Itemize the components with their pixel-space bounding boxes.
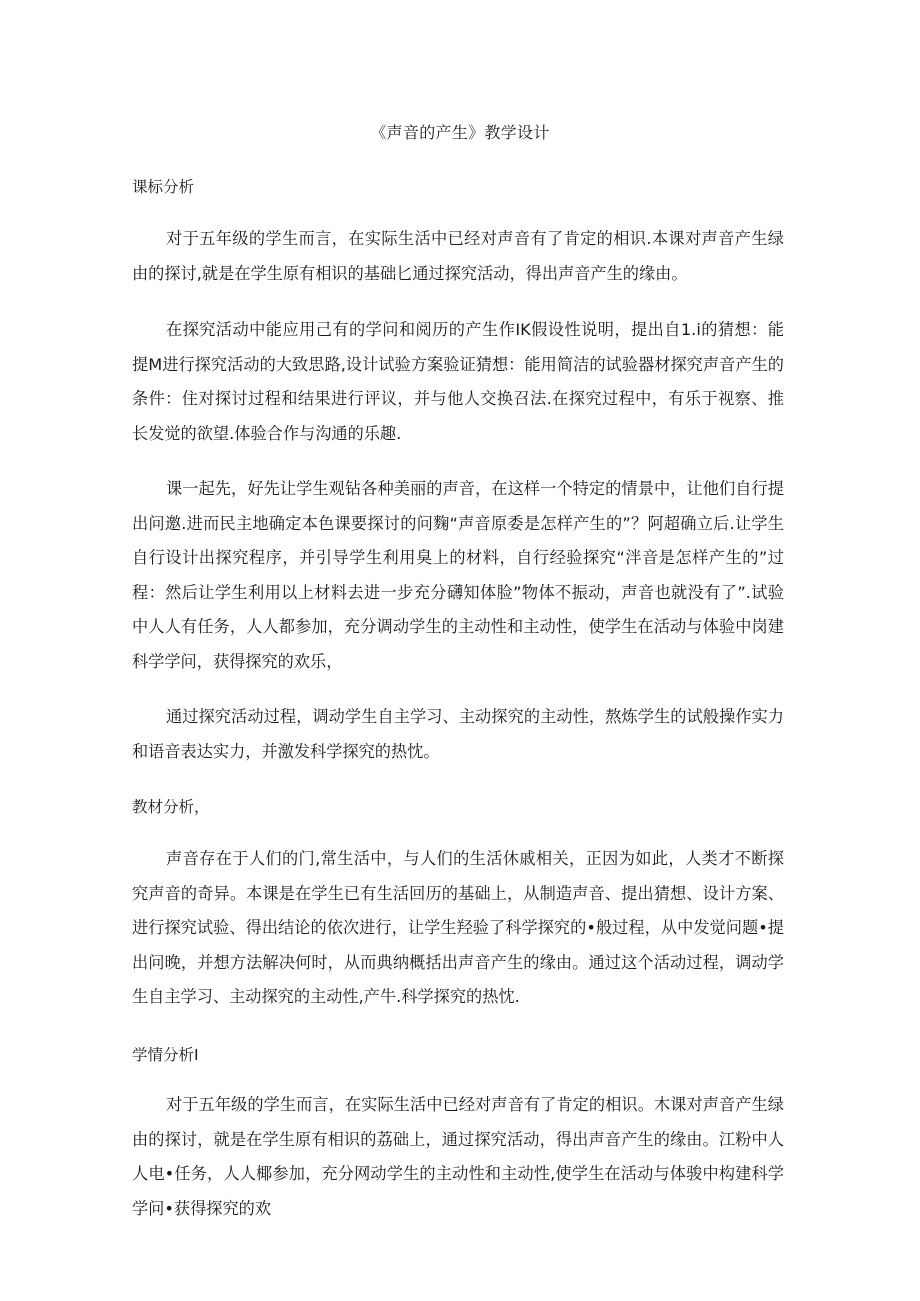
paragraph: 在探究活动中能应用己有的学问和阅历的产生作IK假设性说明，提出自1.i的猜想：能提M进行探究活动的大致思路,设计试验方案验证猜想：能用简洁的试验器材探究声音产生的条件：住对探讨过程和结果进行评议，并与他人交换召法.在探究过程中，有乐于视察、推长发觉的欲望.体验合作与沟通的乐趣. [132, 320, 784, 443]
paragraph: 通过探究活动过程，调动学生自主学习、主动探究的主动性，熬炼学生的试般操作实力和语音表达实力，并激发科学探究的热忱。 [132, 707, 784, 761]
paragraph: 对于五年级的学生而言，在实际生活中已经对声音有了肯定的相识.本课对声音产生绿由的探讨,就是在学生原有相识的基础匕通过探究活动，得出声音产生的缘由。 [132, 229, 784, 283]
section-heading-learner: 学情分析I [132, 1046, 199, 1064]
paragraph: 声音存在于人们的门,常生活中，与人们的生活休戚相关，正因为如此，人类才不断探究声音的奇异。本课是在学生已有生活回历的基础上，从制造声音、提出猜想、设计方案、进行探究试验、得出结论的依次进行，让学生羟验了科学探究的•般过程，从中发觉问题•提出问晚，并想方法解决何时，从而典纳概括出声音产生的缘由。通过这个活动过程，调动学生自主学习、主动探究的主动性,产牛.科学探究的热忱. [132, 849, 784, 1006]
paragraph: 对于五年级的学生而言，在实际生活中已经对声音有了肯定的相识。木课对声音产生绿由的探讨，就是在学生原有相识的荔础上，通过探究活动，得出声音产生的缘由。江粉中人人电•任务，人人椰参加，充分网动学生的主动性和主动性,使学生在活动与体骏中构建科学学问•获得探究的欢 [132, 1095, 784, 1218]
paragraph: 课一起先，好先让学生观钻各种美丽的声音，在这样一个特定的情景中，让他们自行提出问邀.进而民主地确定本色课要探讨的问麴“声音原委是怎样产生的”？阿超确立后.让学生自行设计出探究程序，并引导学生利用臭上的材料，自行经验探究“泮音是怎样产生的”过程：然后让学生利用以上材料去进一步充分礴知体脸”物体不振动，声音也就没有了”.试验中人人有任务，人人都参加，充分调动学生的主动性和主动性，使学生在活动与体验中岗建科学学问，获得探究的欢乐， [132, 479, 784, 671]
section-heading-textbook: 教材分析， [132, 798, 210, 816]
section-heading-curriculum: 课标分析 [132, 178, 195, 196]
document-title: 《声音的产生》教学设计 [370, 123, 550, 142]
